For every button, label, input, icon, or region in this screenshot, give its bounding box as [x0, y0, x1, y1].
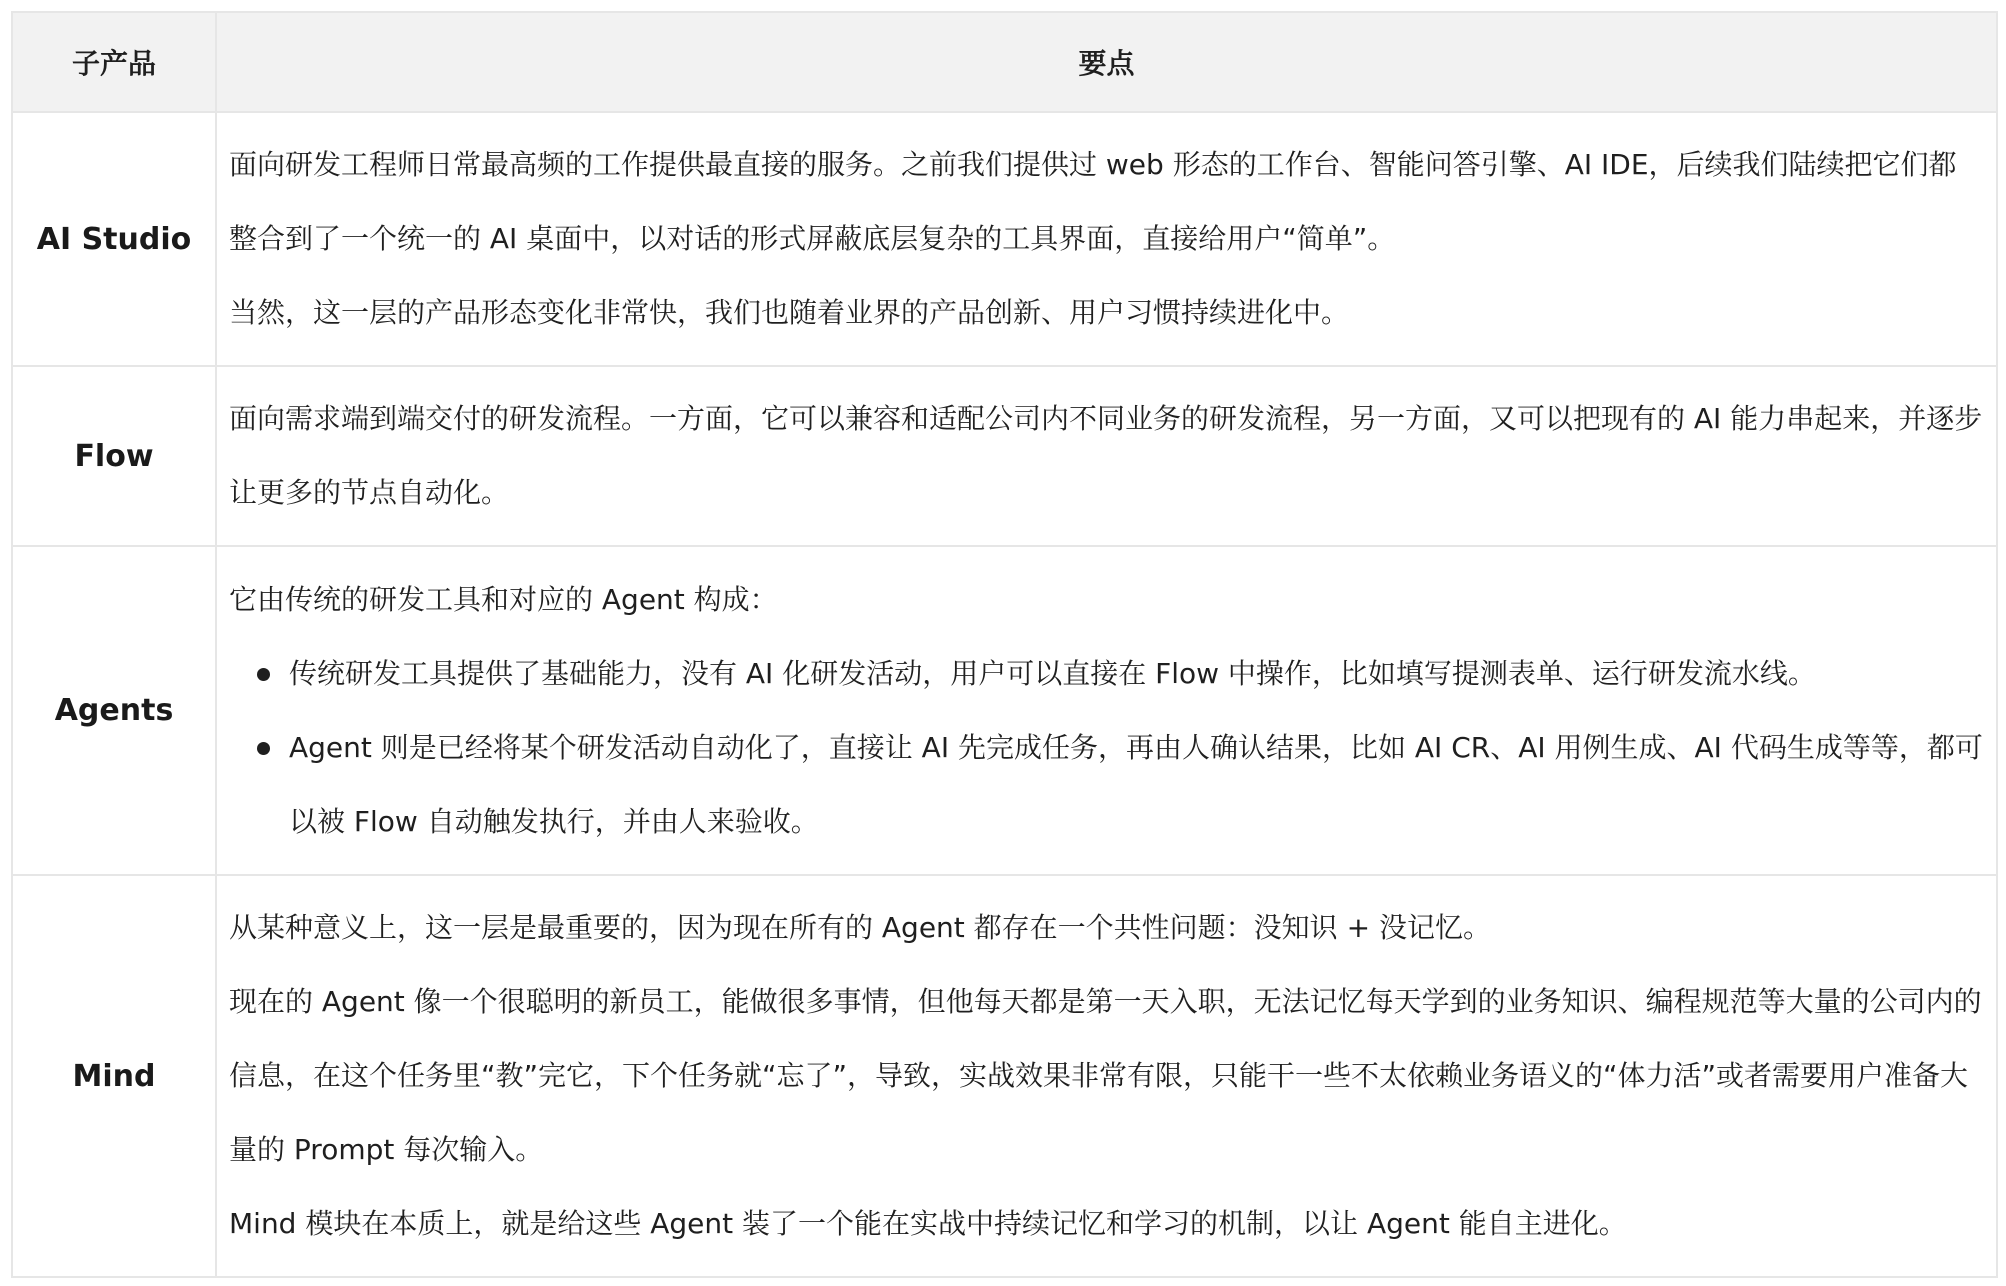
points-cell-mind — [216, 875, 1997, 1277]
bullet-dot-icon — [257, 742, 270, 755]
paragraph: 现在的 Agent 像一个很聪明的新员工，能做很多事情，但他每天都是第一天入职，无法记忆每天学到的业务知识、编程规范等大量的公司内的信息，在这个任务里“教”完它，下个任务就“忘了”，导致，实战效果非常有限，只能干一些不太依赖业务语义的“体力活”或者需要用户准备大量的 Prompt 每次输入。 — [229, 985, 1982, 1166]
paragraph: 面向研发工程师日常最高频的工作提供最直接的服务。之前我们提供过 web 形态的工作台、智能问答引擎、AI IDE，后续我们陆续把它们都整合到了一个统一的 AI 桌面中，以对话的形式屏蔽底层复杂的工具界面，直接给用户“简单”。 — [229, 148, 1957, 255]
table-row-ai-studio — [12, 112, 1997, 366]
product-name-ai-studio: AI Studio — [12, 112, 216, 366]
table-row-mind — [12, 875, 1997, 1277]
product-name-agents: Agents — [12, 546, 216, 875]
table-header-row — [12, 12, 1997, 112]
bullet-dot-icon — [257, 668, 270, 681]
table-row-flow — [12, 366, 1997, 546]
product-name-flow: Flow — [12, 366, 216, 546]
list-item — [253, 711, 1984, 859]
points-cell-flow — [216, 366, 1997, 546]
header-product: 子产品 — [12, 12, 216, 112]
paragraph: 从某种意义上，这一层是最重要的，因为现在所有的 Agent 都存在一个共性问题：没知识 + 没记忆。 — [229, 911, 1491, 944]
header-points: 要点 — [216, 12, 1997, 112]
paragraph: 当然，这一层的产品形态变化非常快，我们也随着业界的产品创新、用户习惯持续进化中。 — [229, 296, 1350, 329]
bullet-list — [229, 637, 1984, 859]
paragraph: 它由传统的研发工具和对应的 Agent 构成： — [229, 582, 778, 616]
list-item-text: 传统研发工具提供了基础能力，没有 AI 化研发活动，用户可以直接在 Flow 中操作，比如填写提测表单、运行研发流水线。 — [289, 656, 1816, 690]
points-cell-agents — [216, 546, 1997, 875]
product-name-mind: Mind — [12, 875, 216, 1277]
paragraph: 面向需求端到端交付的研发流程。一方面，它可以兼容和适配公司内不同业务的研发流程，另一方面，又可以把现有的 AI 能力串起来，并逐步让更多的节点自动化。 — [229, 402, 1983, 509]
list-item-text: Agent 则是已经将某个研发活动自动化了，直接让 AI 先完成任务，再由人确认结果，比如 AI CR、AI 用例生成、AI 代码生成等等，都可以被 Flow 自动触发执行，并由人来验收。 — [289, 730, 1983, 838]
table-row-agents — [12, 546, 1997, 875]
points-cell-ai-studio — [216, 112, 1997, 366]
product-table — [11, 11, 1998, 1278]
list-item — [253, 637, 1984, 711]
paragraph: Mind 模块在本质上，就是给这些 Agent 装了一个能在实战中持续记忆和学习的机制，以让 Agent 能自主进化。 — [229, 1207, 1627, 1240]
